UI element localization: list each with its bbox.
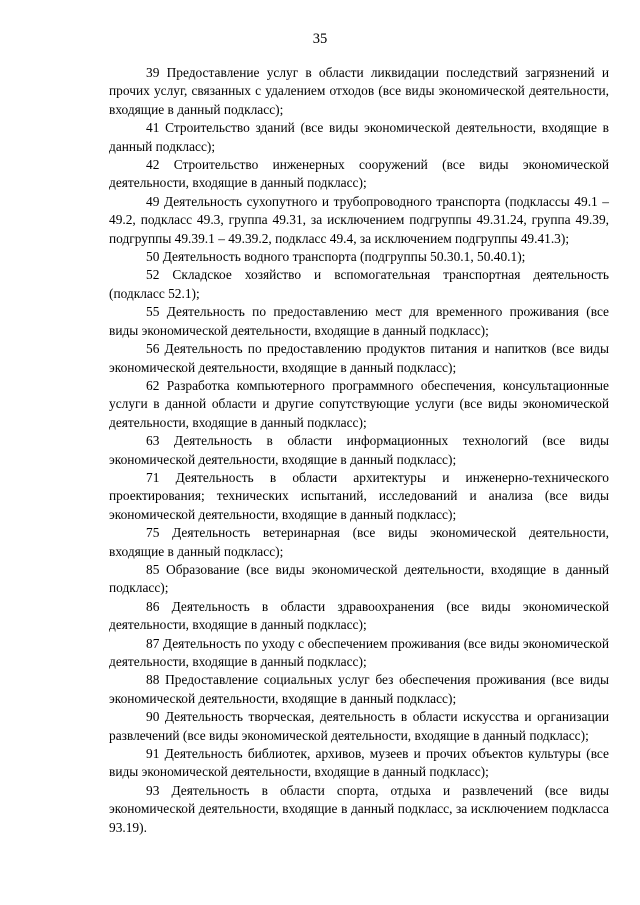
list-item: 56 Деятельность по предоставлению продуктов питания и напитков (все виды экономической деятельности, входящие в данный подкласс); — [109, 341, 609, 375]
list-item: 91 Деятельность библиотек, архивов, музеев и прочих объектов культуры (все виды экономической деятельности, входящие в данный подкласс); — [109, 746, 609, 780]
list-item: 50 Деятельность водного транспорта (подгруппы 50.30.1, 50.40.1); — [146, 249, 526, 265]
list-item: 42 Строительство инженерных сооружений (все виды экономической деятельности, входящие в данный подкласс); — [109, 157, 609, 191]
list-item: 71 Деятельность в области архитектуры и инженерно-технического проектирования; технических испытаний, исследований и анализа (все виды экономической деятельности, входящие в данный подкласс); — [109, 469, 609, 522]
list-item: 75 Деятельность ветеринарная (все виды экономической деятельности, входящие в данный подкласс); — [109, 525, 609, 559]
page-body — [109, 64, 609, 837]
page-number: 35 — [312, 31, 328, 47]
list-item: 86 Деятельность в области здравоохранения (все виды экономической деятельности, входящие в данный подкласс); — [109, 598, 609, 633]
list-item: 52 Складское хозяйство и вспомогательная транспортная деятельность (подкласс 52.1); — [109, 267, 609, 301]
list-item: 55 Деятельность по предоставлению мест для временного проживания (все виды экономической деятельности, входящие в данный подкласс); — [109, 304, 609, 338]
list-item: 62 Разработка компьютерного программного обеспечения, консультационные услуги в данной области и другие сопутствующие услуги (все виды экономической деятельности, входящие в данный подкласс); — [109, 377, 609, 430]
list-item: 90 Деятельность творческая, деятельность в области искусства и организации развлечений (все виды экономической деятельности, входящие в данный подкласс); — [109, 709, 609, 743]
list-item: 63 Деятельность в области информационных технологий (все виды экономической деятельности, входящие в данный подкласс); — [109, 433, 609, 467]
list-item: 93 Деятельность в области спорта, отдыха и развлечений (все виды экономической деятельности, входящие в данный подкласс, за исключением подкласса 93.19). — [109, 782, 609, 835]
list-item: 39 Предоставление услуг в области ликвидации последствий загрязнений и прочих услуг, связанных с удалением отходов (все виды экономической деятельности, входящие в данный подкласс); — [109, 65, 609, 117]
list-item: 88 Предоставление социальных услуг без обеспечения проживания (все виды экономической деятельности, входящие в данный подкласс); — [109, 672, 609, 706]
list-item: 87 Деятельность по уходу с обеспечением проживания (все виды экономической деятельности, входящие в данный подкласс); — [109, 635, 609, 669]
list-item: 49 Деятельность сухопутного и трубопроводного транспорта (подклассы 49.1 – 49.2, подкласс 49.3, группа 49.31, за исключением подгруппы 49.31.24, группа 49.39, подгруппы 49.39.1 – 49.39.2, подкласс 49.4, за исключением подгруппы 49.41.3); — [109, 193, 609, 246]
list-item: 85 Образование (все виды экономической деятельности, входящие в данный подкласс); — [109, 561, 609, 596]
list-item: 41 Строительство зданий (все виды экономической деятельности, входящие в данный подкласс); — [109, 120, 609, 154]
